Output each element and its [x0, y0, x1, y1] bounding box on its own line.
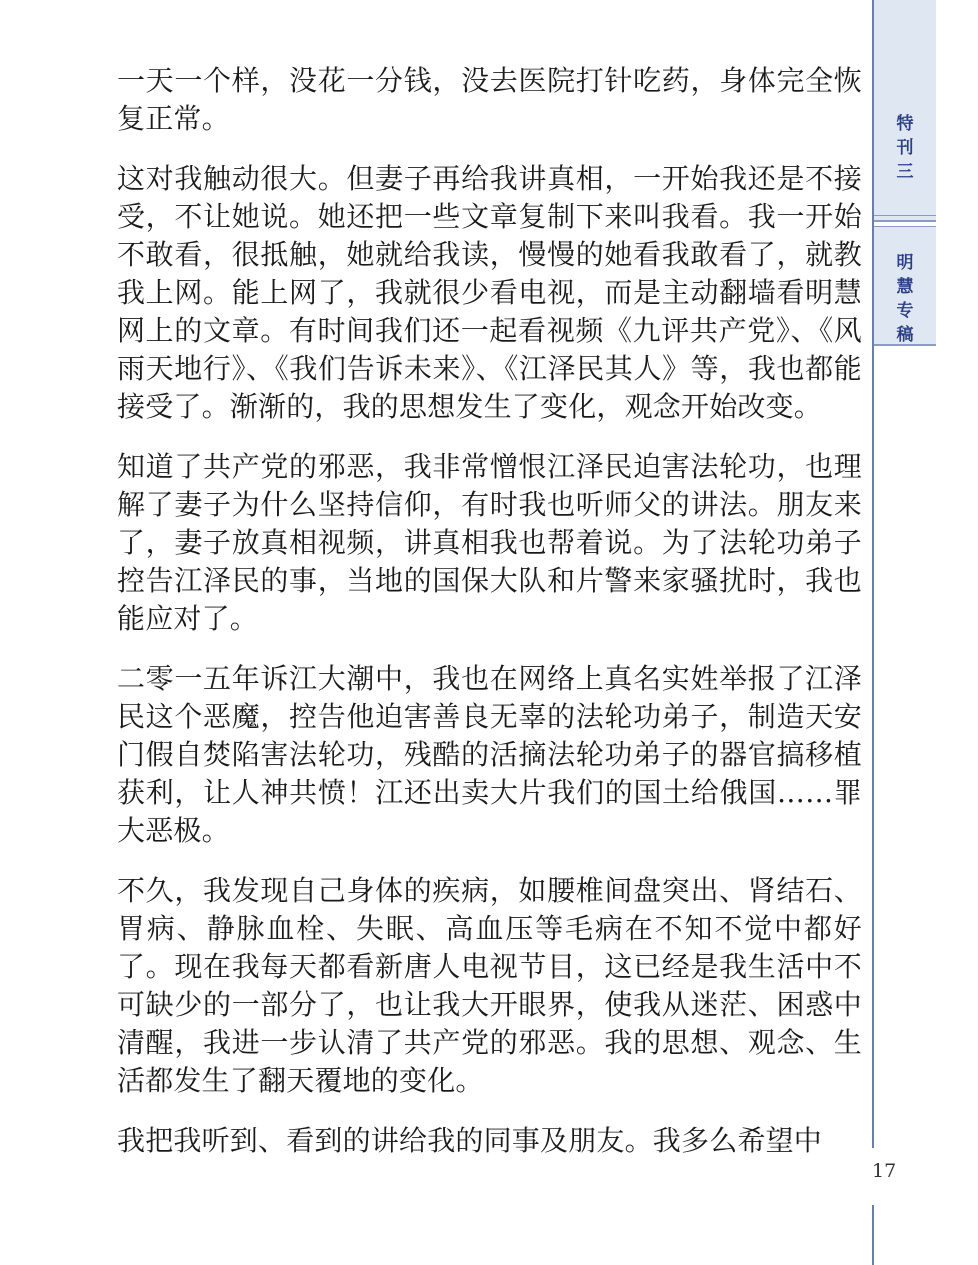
- side-tab-char: 刊: [896, 138, 914, 158]
- tab-divider: [874, 215, 936, 216]
- side-tab-char: 三: [896, 162, 914, 182]
- page-number: 17: [872, 1160, 897, 1182]
- side-tab-minghui: [874, 226, 936, 346]
- paragraph-6: 我把我听到、看到的讲给我的同事及朋友。我多么希望中: [117, 1124, 823, 1157]
- side-tab-special-issue: [874, 0, 936, 222]
- paragraph-3: 知道了共产党的邪恶，我非常憎恨江泽民迫害法轮功，也理解了妻子为什么坚持信仰，有时我也听师父的讲法。朋友来了，妻子放真相视频，讲真相我也帮着说。为了法轮功弟子控告江泽民的事，当地的国保大队和片警来家骚扰时，我也能应对了。: [117, 450, 862, 635]
- paragraph-1: 一天一个样，没花一分钱，没去医院打针吃药，身体完全恢复正常。: [117, 64, 862, 135]
- side-tab-char: 慧: [896, 277, 914, 297]
- paragraph-5: 不久，我发现自己身体的疾病，如腰椎间盘突出、肾结石、胃病、静脉血栓、失眠、高血压等毛病在不知不觉中都好了。现在我每天都看新唐人电视节目，这已经是我生活中不可缺少的一部分了，也让我大开眼界，使我从迷茫、困惑中清醒，我进一步认清了共产党的邪恶。我的思想、观念、生活都发生了翻天覆地的变化。: [117, 874, 862, 1097]
- side-tab-char: 专: [896, 301, 914, 321]
- paragraph-2: 这对我触动很大。但妻子再给我讲真相，一开始我还是不接受，不让她说。她还把一些文章复制下来叫我看。我一开始不敢看，很抵触，她就给我读，慢慢的她看我敢看了，就教我上网。能上网了，我就很少看电视，而是主动翻墙看明慧网上的文章。有时间我们还一起看视频《九评共产党》、《风雨天地行》、《我们告诉未来》、《江泽民其人》等，我也都能接受了。渐渐的，我的思想发生了变化，观念开始改变。: [117, 162, 862, 423]
- side-tab-char: 稿: [896, 325, 914, 345]
- side-tab-char: 明: [896, 253, 914, 273]
- paragraph-4: 二零一五年诉江大潮中，我也在网络上真名实姓举报了江泽民这个恶魔，控告他迫害善良无辜的法轮功弟子，制造天安门假自焚陷害法轮功，残酷的活摘法轮功弟子的器官搞移植获利，让人神共愤！江还出卖大片我们的国土给俄国……罪大恶极。: [117, 662, 862, 847]
- side-rule-bottom: [872, 1205, 874, 1265]
- side-tab-char: 特: [896, 114, 914, 134]
- article-body: [117, 62, 862, 1160]
